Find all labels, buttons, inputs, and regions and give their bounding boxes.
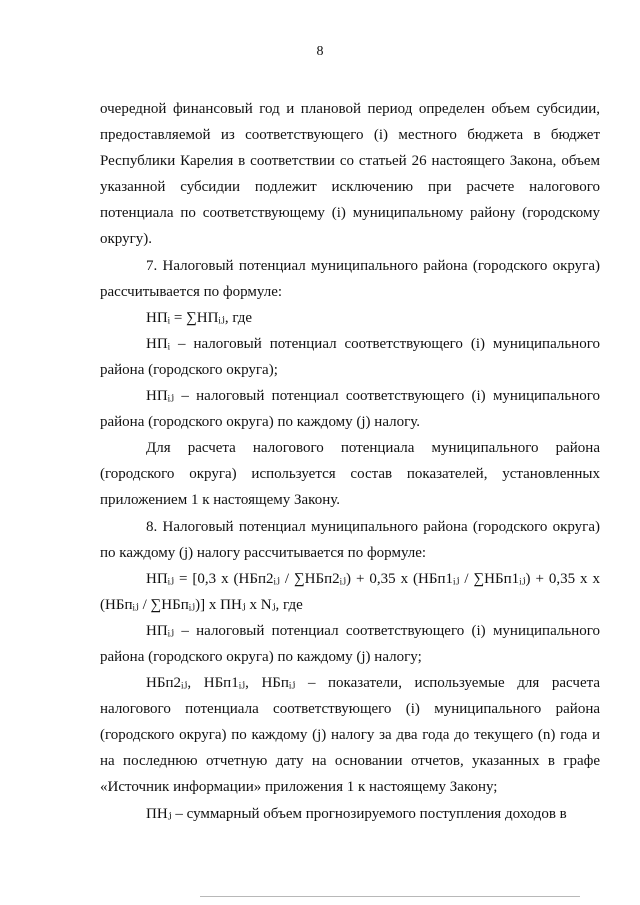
definition-np-ij: НПᵢⱼ – налоговый потенциал соответствующего (i) муниципального района (городского округа) по каждому (j) налогу. (100, 388, 600, 431)
page-number: 8 (316, 44, 324, 59)
paragraph-indicators: Для расчета налогового потенциала муниципального района (городского округа) используется состав показателей, установленных приложением 1 к настоящему Закону. (100, 440, 600, 509)
bottom-divider (200, 896, 580, 897)
paragraph-item-7: 7. Налоговый потенциал муниципального района (городского округа) рассчитывается по формуле: (100, 257, 600, 300)
paragraph-continuation: очередной финансовый год и плановой период определен объем субсидии, предоставляемой из соответствующего (i) местного бюджета в бюджет Республики Карелия в соответствии со статьей 26 настоящего Закона, объем указанной субсидии подлежит исключению при расчете налогового потенциала по соответствующему (i) муниципальному району (городскому округу). (100, 101, 600, 248)
document-body (100, 96, 600, 827)
formula-np-i: НПᵢ = ∑НПᵢⱼ, где (146, 309, 253, 326)
definition-pn-j: ПНⱼ – суммарный объем прогнозируемого поступления доходов в (146, 805, 567, 822)
definition-nbp: НБп2ᵢⱼ, НБп1ᵢⱼ, НБпᵢⱼ – показатели, используемые для расчета налогового потенциала соответствующего (i) муниципального района (городского округа) по каждому (j) налогу за два года до текущего (n) года и на последнюю отчетную дату на основании отчетов, указанных в графе «Источник информации» приложения 1 к настоящему Закону; (100, 675, 600, 796)
definition-np-ij-tax: НПᵢⱼ – налоговый потенциал соответствующего (i) муниципального района (городского округа) по каждому (j) налогу; (100, 622, 600, 665)
definition-np-i: НПᵢ – налоговый потенциал соответствующего (i) муниципального района (городского округа); (100, 335, 600, 378)
formula-np-ij: НПᵢⱼ = [0,3 х (НБп2ᵢⱼ / ∑НБп2ᵢⱼ) + 0,35 х (НБп1ᵢⱼ / ∑НБп1ᵢⱼ) + 0,35 х х (НБпᵢⱼ / ∑НБпᵢⱼ)] х ПНⱼ х Nⱼ, где (100, 570, 600, 613)
paragraph-item-8: 8. Налоговый потенциал муниципального района (городского округа) по каждому (j) налогу рассчитывается по формуле: (100, 518, 600, 561)
